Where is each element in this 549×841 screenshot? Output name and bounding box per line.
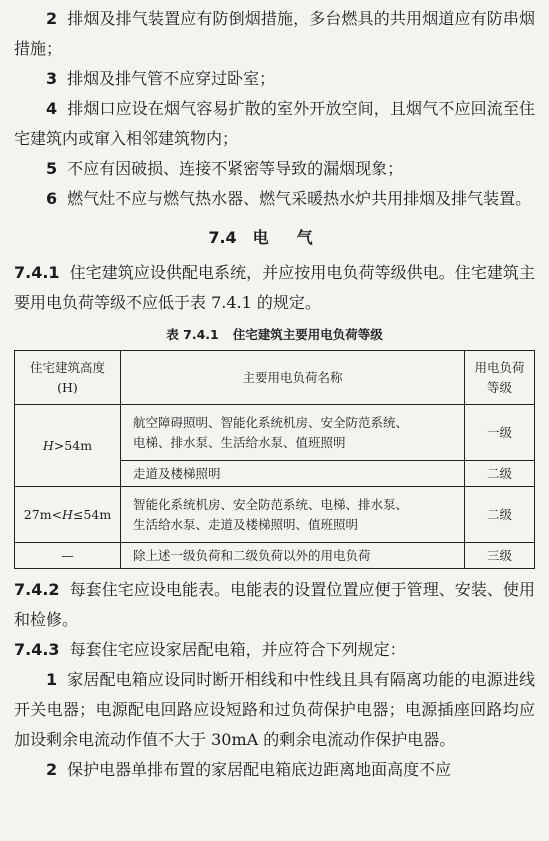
list-item-2b: 2 保护电器单排布置的家居配电箱底边距离地面高度不应	[46, 760, 452, 779]
header-height: 住宅建筑高度 (H)	[15, 351, 121, 405]
clause-7-4-3: 7.4.3 每套住宅应设家居配电箱，并应符合下列规定：	[14, 640, 406, 659]
cell-height-group1: H>54m	[15, 405, 121, 487]
table-row	[15, 487, 535, 543]
cell-load: 智能化系统机房、安全防范系统、电梯、排水泵、 生活给水泵、走道及楼梯照明、值班照明	[120, 487, 464, 543]
cell-grade: 三级	[465, 543, 535, 569]
list-item-5: 5 不应有因破损、连接不紧密等导致的漏烟现象；	[46, 159, 404, 178]
list-item-1: 1 家居配电箱应设同时断开相线和中性线且具有隔离功能的电源进线开关电器；电源配电回路应设短路和过负荷保护电器；电源插座回路均应加设剩余电流动作值不大于 30mA 的剩余电流动作保护电器。	[14, 670, 535, 749]
list-item-4: 4 排烟口应设在烟气容易扩散的室外开放空间，且烟气不应回流至住宅建筑内或窜入相邻建筑物内；	[14, 99, 535, 148]
list-item-2: 2 排烟及排气装置应有防倒烟措施，多台燃具的共用烟道应有防串烟措施；	[14, 9, 535, 58]
cell-grade: 二级	[465, 487, 535, 543]
cell-load: 走道及楼梯照明	[120, 461, 464, 487]
section-heading: 7.4 电气	[208, 228, 341, 247]
clause-7-4-2: 7.4.2 每套住宅应设电能表。电能表的设置位置应便于管理、安装、使用和检修。	[14, 580, 535, 629]
clause-7-4-1: 7.4.1 住宅建筑应设供配电系统，并应按用电负荷等级供电。住宅建筑主要用电负荷等级不应低于表 7.4.1 的规定。	[14, 263, 535, 312]
cell-load: 航空障碍照明、智能化系统机房、安全防范系统、 电梯、排水泵、生活给水泵、值班照明	[120, 405, 464, 461]
header-load-name: 主要用电负荷名称	[120, 351, 464, 405]
table-header-row	[15, 351, 535, 405]
cell-height-group2: 27m<H≤54m	[15, 487, 121, 543]
cell-height-group3: —	[15, 543, 121, 569]
header-grade: 用电负荷 等级	[465, 351, 535, 405]
load-grade-table	[14, 350, 535, 569]
cell-grade: 一级	[465, 405, 535, 461]
table-row	[15, 543, 535, 569]
table-row	[15, 405, 535, 461]
list-item-6: 6 燃气灶不应与燃气热水器、燃气采暖热水炉共用排烟及排气装置。	[46, 189, 532, 208]
table-caption: 表 7.4.1 住宅建筑主要用电负荷等级	[166, 327, 383, 342]
cell-grade: 二级	[465, 461, 535, 487]
list-item-3: 3 排烟及排气管不应穿过卧室；	[46, 69, 276, 88]
cell-load: 除上述一级负荷和二级负荷以外的用电负荷	[120, 543, 464, 569]
